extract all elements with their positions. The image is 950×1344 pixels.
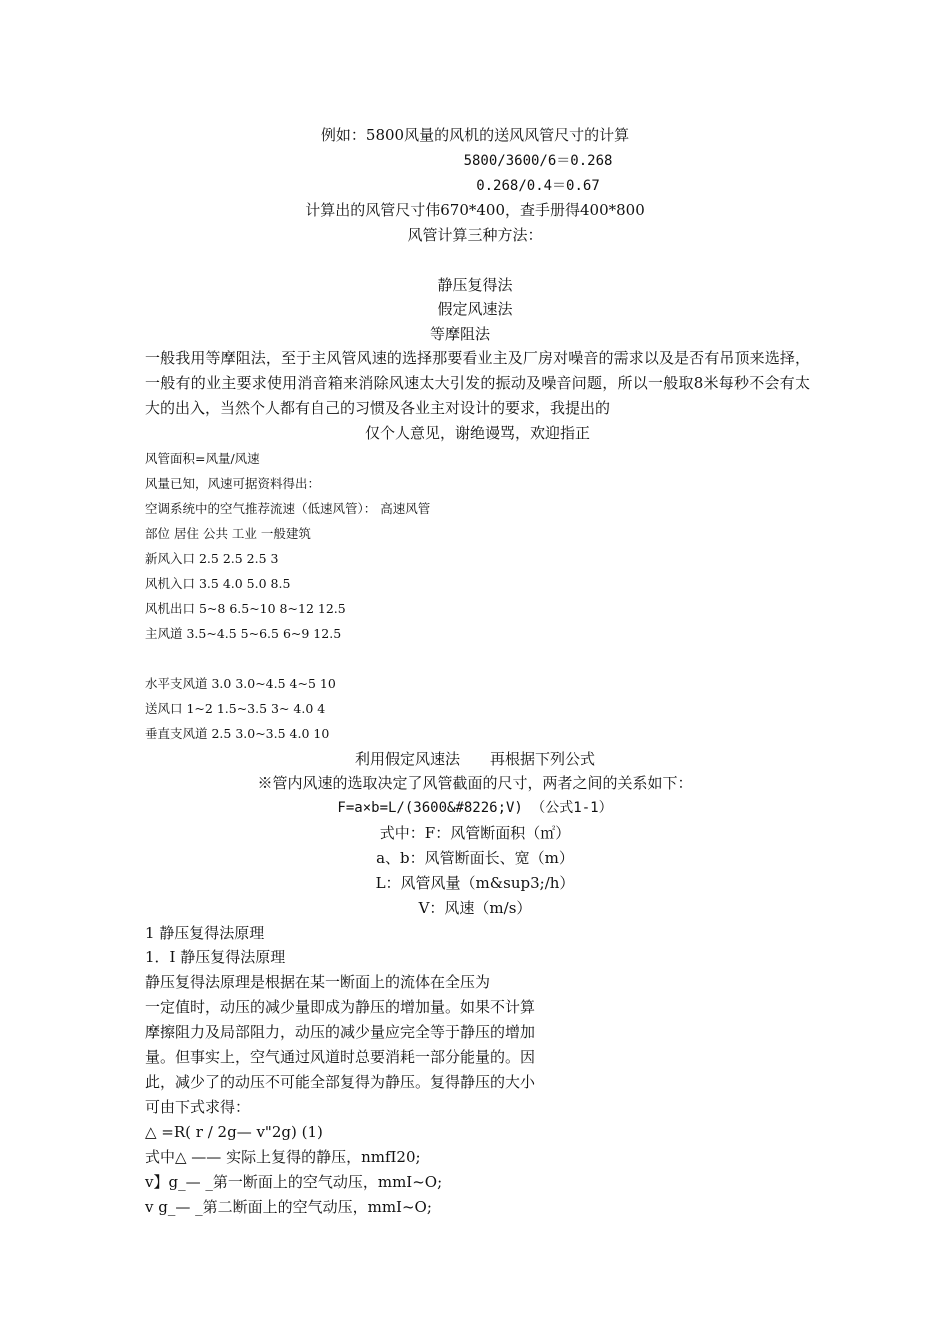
section-heading: 1 静压复得法原理 [145, 924, 265, 942]
small-line: 空调系统中的空气推荐流速（低速风管）： 高速风管 [145, 501, 431, 516]
formula-def-v: V：风速（m/s） [418, 899, 532, 917]
velocity-table-row: 主风道 3.5~4.5 5~6.5 6~9 12.5 [145, 626, 342, 641]
body-line: 摩擦阻力及局部阻力，动压的减少量应完全等于静压的增加 [145, 1023, 536, 1041]
body-line: 静压复得法原理是根据在某一断面上的流体在全压为 [145, 973, 491, 991]
small-line: 风量已知，风速可据资料得出： [145, 476, 321, 491]
body-line: 量。但事实上，空气通过风道时总要消耗一部分能量的。因 [145, 1048, 536, 1066]
intro-paragraph [145, 346, 810, 446]
calc-line-2: 0.268/0.4＝0.67 [476, 178, 600, 194]
velocity-table-header: 部位 居住 公共 工业 一般建筑 [145, 526, 311, 541]
formula-def-f: 式中：F：风管断面积（㎡） [379, 824, 571, 842]
intro-paragraph-last: 仅个人意见，谢绝谩骂，欢迎指正 [364, 424, 590, 442]
static-regain-formula: △ =R( r / 2g— v"2g) (1) [145, 1123, 323, 1141]
body-line: 此，减少了的动压不可能全部复得为静压。复得静压的大小 [145, 1073, 536, 1091]
formula-def-ab: a、b：风管断面长、宽（m） [376, 849, 574, 867]
velocity-table-row: 风机出口 5~8 6.5~10 8~12 12.5 [145, 601, 346, 616]
formula-def-l: L：风管风量（m&sup3;/h） [375, 874, 575, 892]
formula-note: ※管内风速的选取决定了风管截面的尺寸，两者之间的关系如下： [257, 774, 693, 792]
velocity-table-row: 新风入口 2.5 2.5 2.5 3 [145, 551, 279, 566]
formula-intro: 利用假定风速法 再根据下列公式 [354, 750, 595, 768]
intro-paragraph-text: 一般我用等摩阻法，至于主风管风速的选择那要看业主及厂房对噪音的需求以及是否有吊顶来选择，一般有的业主要求使用消音箱来消除风速太大引发的振动及噪音问题，所以一般取8米每秒不会有太大的出入，当然个人都有自己的习惯及各业主对设计的要求，我提出的 [145, 349, 810, 417]
velocity-table-row: 垂直支风道 2.5 3.0~3.5 4.0 10 [145, 726, 330, 741]
methods-title: 风管计算三种方法： [407, 226, 543, 244]
section-subheading: 1．I 静压复得法原理 [145, 948, 286, 966]
small-line: 风管面积=风量/风速 [145, 451, 260, 466]
calc-line-1: 5800/3600/6＝0.268 [463, 153, 613, 169]
body-line: 一定值时，动压的减少量即成为静压的增加量。如果不计算 [145, 998, 536, 1016]
method-static-regain: 静压复得法 [437, 276, 513, 294]
method-equal-friction: 等摩阻法 [429, 325, 490, 343]
formula-equation: F=a×b=L/(3600&#8226;V) （公式1-1） [337, 800, 613, 816]
velocity-table-row: 水平支风道 3.0 3.0~4.5 4~5 10 [145, 676, 336, 691]
body-line: 式中△ —— 实际上复得的静压，nmfI20; [145, 1148, 421, 1166]
velocity-table-row: 风机入口 3.5 4.0 5.0 8.5 [145, 576, 291, 591]
body-line: v】g_— _第一断面上的空气动压，mmI~O; [145, 1173, 443, 1191]
example-title: 例如：5800风量的风机的送风风管尺寸的计算 [320, 126, 630, 144]
body-line: 可由下式求得： [145, 1098, 251, 1116]
method-assumed-velocity: 假定风速法 [437, 300, 513, 318]
velocity-table-row: 送风口 1~2 1.5~3.5 3~ 4.0 4 [145, 701, 326, 716]
body-line: v g_— _第二断面上的空气动压，mmI~O; [145, 1198, 432, 1216]
calc-result: 计算出的风管尺寸伟670*400，查手册得400*800 [305, 201, 645, 219]
